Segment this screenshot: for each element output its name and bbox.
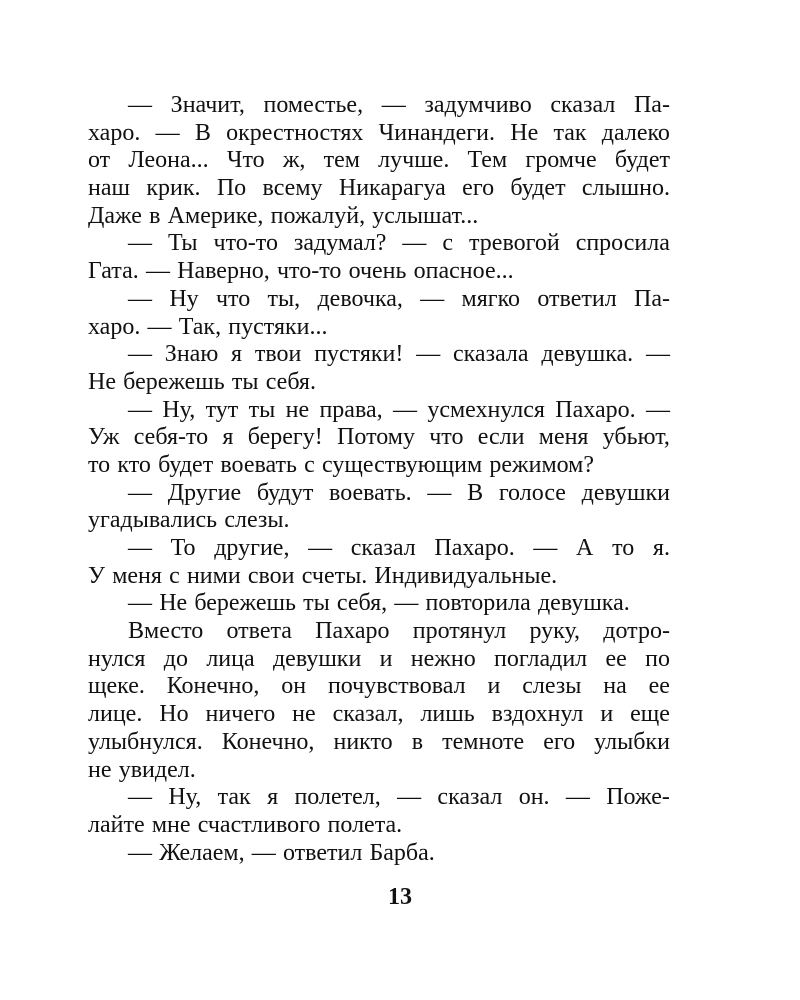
text-line: Вместо ответа Пахаро протянул руку, дотро- bbox=[128, 618, 670, 645]
text-line: — Ну, тут ты не права, — усмехнулся Пахаро. — bbox=[128, 396, 670, 423]
text-line: Гата. — Наверно, что-то очень опасное... bbox=[88, 258, 514, 285]
text-line: — То другие, — сказал Пахаро. — А то я. bbox=[128, 535, 670, 561]
text-line: — Ну, так я полетел, — сказал он. — Поже- bbox=[128, 784, 670, 811]
text-line: от Леона... Что ж, тем лучше. Тем громче будет bbox=[88, 147, 670, 174]
text-line: лайте мне счастливого полета. bbox=[88, 811, 403, 838]
text-line: улыбнулся. Конечно, никто в темноте его улыбки bbox=[88, 728, 670, 755]
text-line: лице. Но ничего не сказал, лишь вздохнул и еще bbox=[88, 701, 670, 728]
text-line: — Ну что ты, девочка, — мягко ответил Па- bbox=[128, 285, 670, 312]
text-line: У меня с ними свои счеты. Индивидуальные. bbox=[88, 562, 558, 589]
text-line: Уж себя-то я берегу! Потому что если меня убьют, bbox=[88, 424, 670, 451]
text-line: — Желаем, — ответил Барба. bbox=[128, 839, 435, 866]
text-line: — Ты что-то задумал? — с тревогой спросила bbox=[128, 230, 670, 257]
text-line: нулся до лица девушки и нежно погладил ее по bbox=[88, 645, 670, 672]
text-line: наш крик. По всему Никарагуа его будет слышно. bbox=[88, 175, 670, 202]
page-number: 13 bbox=[388, 884, 412, 910]
text-line: щеке. Конечно, он почувствовал и слезы на ее bbox=[88, 673, 670, 700]
text-line: харо. — В окрестностях Чинандеги. Не так далеко bbox=[88, 119, 670, 146]
text-line: харо. — Так, пустяки... bbox=[88, 313, 328, 340]
text-line: Не бережешь ты себя. bbox=[88, 368, 316, 395]
text-line: угадывались слезы. bbox=[88, 507, 290, 534]
text-line: — Значит, поместье, — задумчиво сказал Па- bbox=[128, 92, 670, 118]
text-body bbox=[88, 92, 670, 867]
text-line: то кто будет воевать с существующим режимом? bbox=[88, 451, 595, 478]
text-line: не увидел. bbox=[88, 756, 196, 783]
text-line: — Знаю я твои пустяки! — сказала девушка. — bbox=[128, 341, 670, 368]
text-line: Даже в Америке, пожалуй, услышат... bbox=[88, 202, 479, 229]
text-line: — Не бережешь ты себя, — повторила девушка. bbox=[128, 590, 630, 617]
text-line: — Другие будут воевать. — В голосе девушки bbox=[128, 479, 670, 506]
